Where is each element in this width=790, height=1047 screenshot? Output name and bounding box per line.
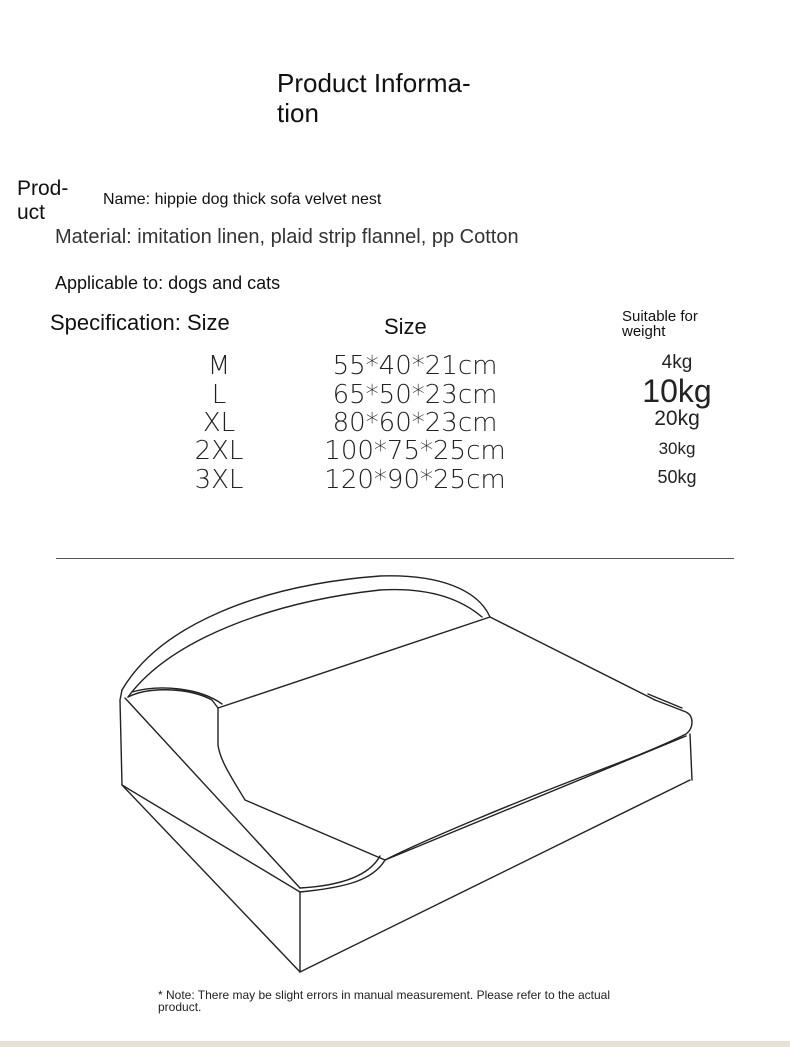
- weight-cell: 4kg: [661, 352, 693, 373]
- section-divider: [56, 558, 734, 559]
- dimension-cell: 120*90*25cm: [324, 465, 506, 495]
- sofa-bed-illustration: [100, 565, 700, 985]
- size-cell: XL: [202, 408, 236, 438]
- weight-cell: 10kg: [642, 373, 712, 409]
- weight-cell: 20kg: [654, 407, 700, 430]
- dimension-cell: 80*60*23cm: [332, 408, 498, 438]
- weight-cell: 30kg: [658, 439, 696, 458]
- product-label: Prod- uct: [17, 177, 69, 224]
- weight-cell: 50kg: [657, 467, 697, 487]
- size-cell: L: [211, 380, 227, 410]
- size-cell: 2XL: [194, 436, 244, 466]
- product-material: Material: imitation linen, plaid strip flannel, pp Cotton: [55, 226, 519, 248]
- spec-heading: Specification: Size: [50, 310, 230, 335]
- size-cell: M: [207, 351, 231, 381]
- product-applicable: Applicable to: dogs and cats: [55, 273, 281, 293]
- weight-column-heading: Suitable for weight: [622, 308, 698, 340]
- dimension-cell: 65*50*23cm: [332, 380, 498, 410]
- bottom-decoration: [0, 1041, 790, 1047]
- measurement-note: * Note: There may be slight errors in manual measurement. Please refer to the actual product.: [158, 988, 610, 1014]
- product-name: Name: hippie dog thick sofa velvet nest: [103, 191, 382, 208]
- dimension-cell: 100*75*25cm: [324, 436, 506, 466]
- size-column-heading: Size: [384, 314, 427, 339]
- page-title: Product Informa- tion: [277, 68, 471, 128]
- dimension-cell: 55*40*21cm: [332, 351, 498, 381]
- size-cell: 3XL: [194, 465, 244, 495]
